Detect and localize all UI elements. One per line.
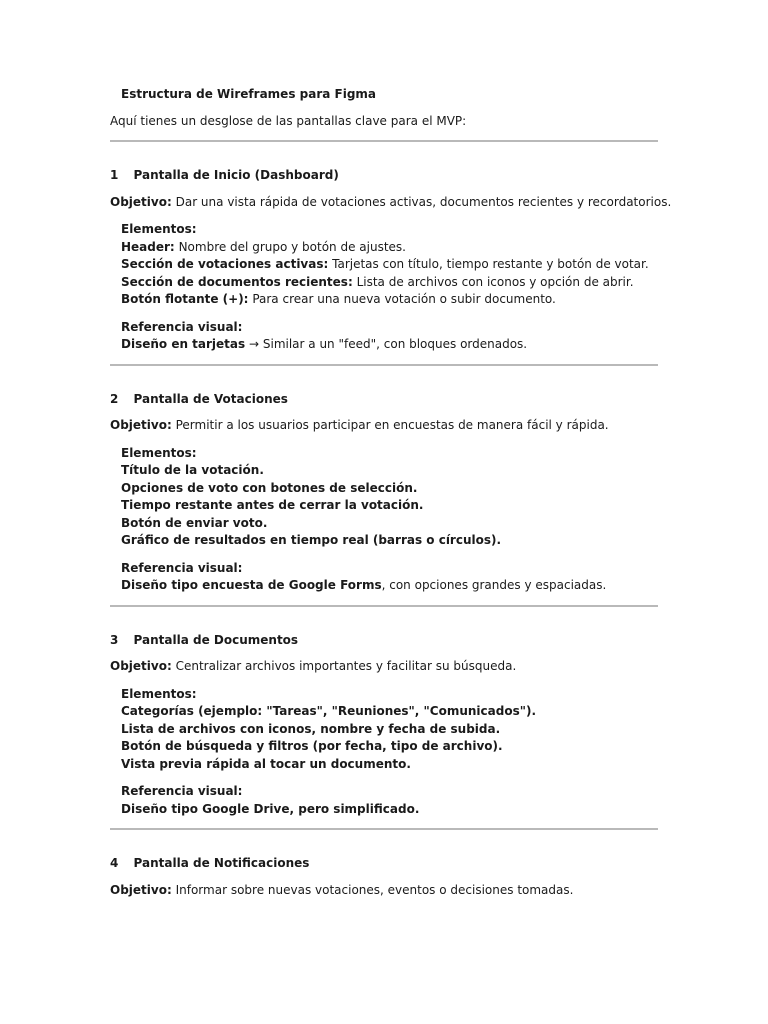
emoji-icon (110, 482, 120, 494)
section-notificaciones (110, 855, 658, 899)
emoji-icon (110, 534, 120, 546)
intro-text: Aquí tienes un desglose de las pantallas clave para el MVP: (110, 113, 467, 128)
list-item: Sección de documentos recientes: Lista de archivos con iconos y opción de abrir. (110, 274, 658, 292)
list-item: Tiempo restante antes de cerrar la votación. (110, 497, 658, 515)
reference-label: Referencia visual: (110, 783, 658, 801)
keycap-icon (118, 634, 128, 646)
list-item: Opciones de voto con botones de selección. (110, 480, 658, 498)
reference-line: Diseño tipo encuesta de Google Forms, con opciones grandes y espaciadas. (110, 577, 658, 595)
emoji-icon (110, 705, 120, 717)
section-heading: 2 Pantalla de Votaciones (110, 391, 288, 406)
reference-label: Referencia visual: (110, 560, 658, 578)
list-item: Botón de enviar voto. (110, 515, 658, 533)
keycap-icon (118, 169, 128, 181)
emoji-icon (110, 338, 120, 350)
keycap-icon (118, 857, 128, 869)
emoji-icon (110, 223, 120, 235)
emoji-icon (110, 785, 120, 797)
list-item: Categorías (ejemplo: "Tareas", "Reuniones", "Comunicados"). (110, 703, 658, 721)
list-item: Botón flotante (+): Para crear una nueva votación o subir documento. (110, 291, 658, 309)
emoji-icon (110, 562, 120, 574)
keycap-icon (118, 393, 128, 405)
document-title: Estructura de Wireframes para Figma (110, 86, 658, 104)
section-dashboard (110, 167, 672, 354)
emoji-icon (110, 447, 120, 459)
emoji-icon (110, 258, 120, 270)
list-item: Botón de búsqueda y filtros (por fecha, tipo de archivo). (110, 738, 658, 756)
document-page (110, 86, 672, 899)
list-item: Sección de votaciones activas: Tarjetas con título, tiempo restante y botón de votar. (110, 256, 658, 274)
objective-line: Objetivo: Dar una vista rápida de votaciones activas, documentos recientes y recordatorios. (110, 194, 672, 209)
emoji-icon (110, 803, 120, 815)
emoji-icon (110, 88, 120, 100)
objective-line: Objetivo: Permitir a los usuarios participar en encuestas de manera fácil y rápida. (110, 418, 609, 432)
section-heading: 4 Pantalla de Notificaciones (110, 856, 310, 870)
list-item: Header: Nombre del grupo y botón de ajustes. (110, 239, 658, 257)
objective-line: Objetivo: Centralizar archivos importantes y facilitar su búsqueda. (110, 659, 517, 673)
emoji-icon (110, 321, 120, 333)
emoji-icon (110, 464, 120, 476)
elements-label: Elementos: (110, 221, 658, 239)
reference-line: Diseño tipo Google Drive, pero simplificado. (110, 801, 658, 819)
list-item: Vista previa rápida al tocar un documento. (110, 756, 658, 774)
elements-label: Elementos: (110, 445, 658, 463)
emoji-icon (110, 499, 120, 511)
emoji-icon (110, 241, 120, 253)
emoji-icon (110, 579, 120, 591)
emoji-icon (110, 293, 120, 305)
list-item: Gráfico de resultados en tiempo real (barras o círculos). (110, 532, 658, 550)
emoji-icon (110, 517, 120, 529)
list-item: Título de la votación. (110, 462, 658, 480)
list-item: Lista de archivos con iconos, nombre y fecha de subida. (110, 721, 658, 739)
emoji-icon (110, 723, 120, 735)
section-documentos (110, 632, 658, 819)
emoji-icon (110, 276, 120, 288)
section-heading: 1 Pantalla de Inicio (Dashboard) (110, 168, 339, 182)
elements-label: Elementos: (110, 686, 658, 704)
emoji-icon (110, 688, 120, 700)
reference-label: Referencia visual: (110, 319, 658, 337)
reference-line: Diseño en tarjetas → Similar a un "feed", con bloques ordenados. (110, 336, 658, 354)
section-votaciones (110, 391, 658, 595)
emoji-icon (110, 740, 120, 752)
section-heading: 3 Pantalla de Documentos (110, 632, 299, 647)
objective-line: Objetivo: Informar sobre nuevas votaciones, eventos o decisiones tomadas. (110, 882, 574, 897)
emoji-icon (110, 758, 120, 770)
